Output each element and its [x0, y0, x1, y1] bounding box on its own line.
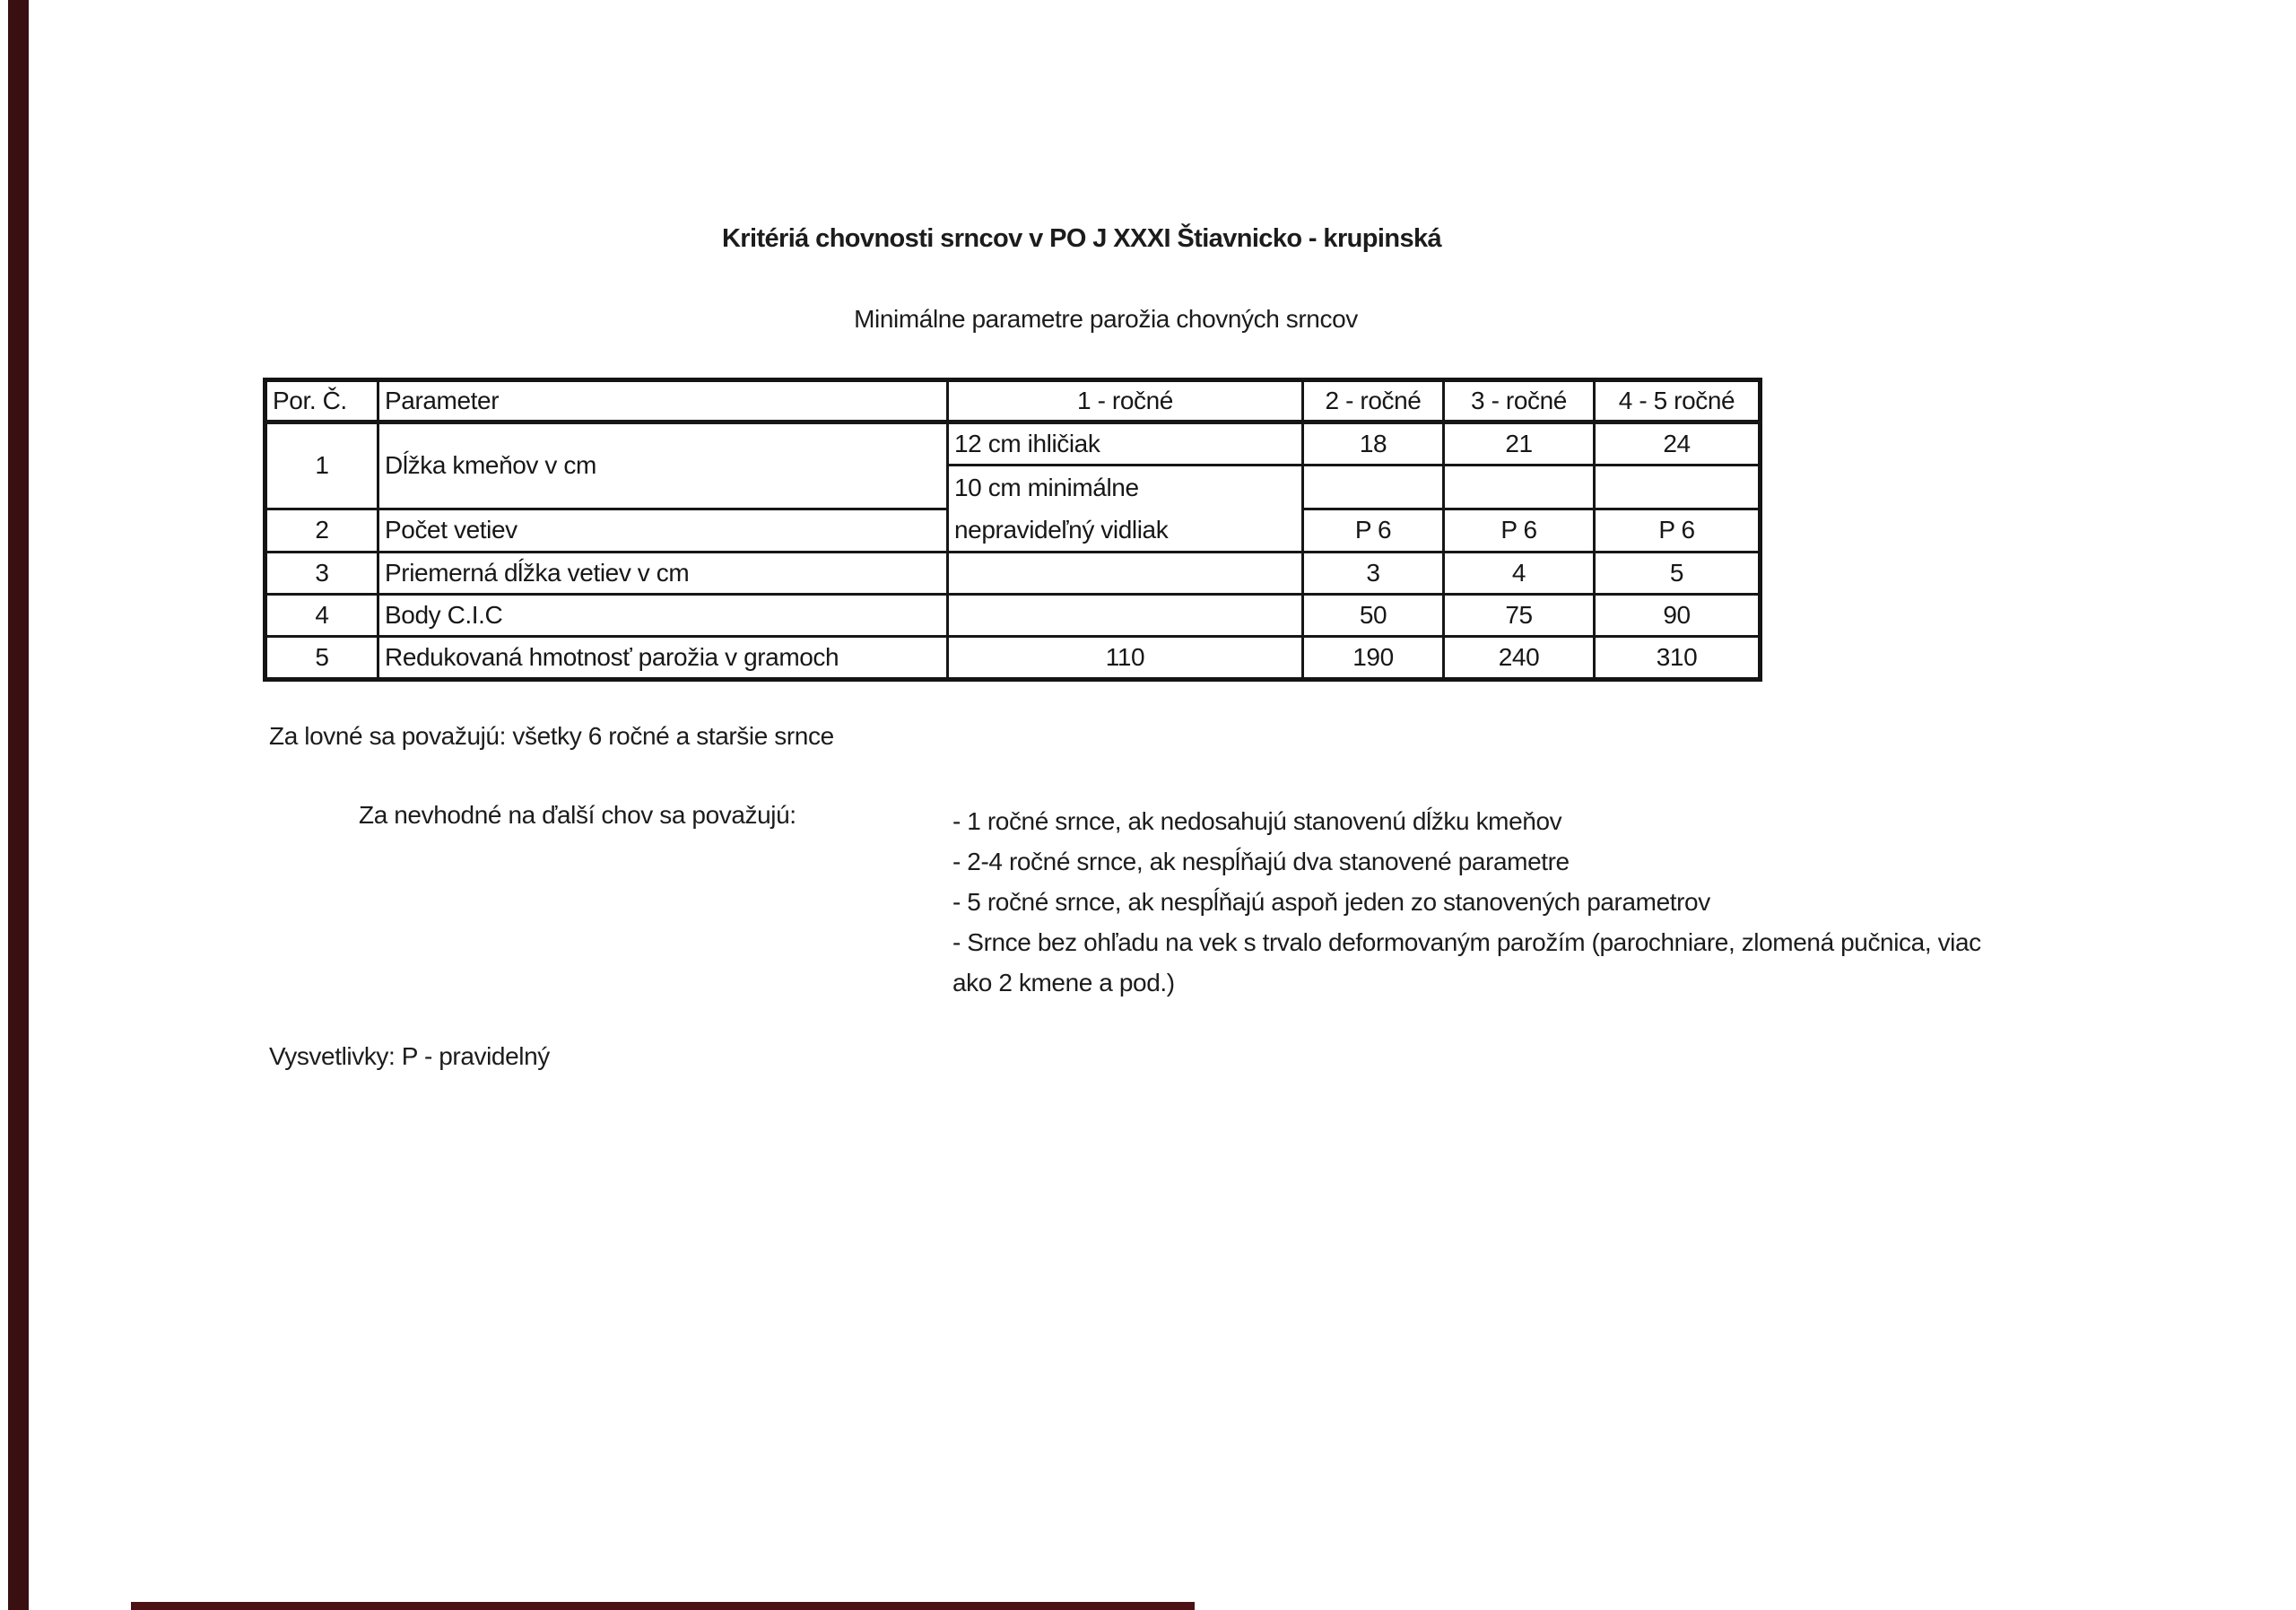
- cell-r1b-age4-empty: [1595, 466, 1761, 509]
- cell-r4-num: 4: [265, 595, 378, 637]
- cell-r1-param: Dĺžka kmeňov v cm: [378, 422, 948, 509]
- cell-r4-age1-empty: [948, 595, 1303, 637]
- cell-r3-age4: 5: [1595, 553, 1761, 595]
- unsuitable-item-4-continuation: ako 2 kmene a pod.): [952, 969, 1175, 996]
- cell-r3-num: 3: [265, 553, 378, 595]
- cell-r3-age3: 4: [1444, 553, 1595, 595]
- cell-r1b-age3-empty: [1444, 466, 1595, 509]
- cell-r5-age4: 310: [1595, 637, 1761, 680]
- cell-r5-age1: 110: [948, 637, 1303, 680]
- table-row-3: [265, 553, 1761, 595]
- table-row-4: [265, 595, 1761, 637]
- cell-merged-age1-line1: 10 cm minimálne: [954, 474, 1139, 501]
- cell-r2-age3: P 6: [1444, 509, 1595, 553]
- unsuitable-criteria-list: [952, 801, 1981, 1003]
- cell-r1-age1: 12 cm ihličiak: [948, 422, 1303, 466]
- cell-r3-age1-empty: [948, 553, 1303, 595]
- unsuitable-item-1: - 1 ročné srnce, ak nedosahujú stanovenú dĺžku kmeňov: [952, 807, 1562, 835]
- header-age-2: 2 - ročné: [1303, 380, 1444, 422]
- table-row-5: [265, 637, 1761, 680]
- document-subtitle: Minimálne parametre parožia chovných srncov: [854, 305, 1358, 333]
- cell-r3-param: Priemerná dĺžka vetiev v cm: [378, 553, 948, 595]
- note-unsuitable-label: Za nevhodné na ďalší chov sa považujú:: [359, 801, 796, 829]
- cell-r1b-age2-empty: [1303, 466, 1444, 509]
- cell-r1-num: 1: [265, 422, 378, 509]
- cell-r2-age4: P 6: [1595, 509, 1761, 553]
- unsuitable-item-2: - 2-4 ročné srnce, ak nespĺňajú dva stanovené parametre: [952, 848, 1570, 875]
- table-header-row: [265, 380, 1761, 422]
- scan-artifact-bottom-edge: [131, 1602, 1195, 1610]
- cell-r4-age3: 75: [1444, 595, 1595, 637]
- cell-r5-param: Redukovaná hmotnosť parožia v gramoch: [378, 637, 948, 680]
- header-age-4-5: 4 - 5 ročné: [1595, 380, 1761, 422]
- cell-r4-age2: 50: [1303, 595, 1444, 637]
- cell-r2-age2: P 6: [1303, 509, 1444, 553]
- note-harvest-rule: Za lovné sa považujú: všetky 6 ročné a staršie srnce: [269, 722, 834, 750]
- cell-r5-age2: 190: [1303, 637, 1444, 680]
- cell-merged-age1: [948, 466, 1303, 553]
- cell-r5-age3: 240: [1444, 637, 1595, 680]
- header-parameter: Parameter: [378, 380, 948, 422]
- header-age-3: 3 - ročné: [1444, 380, 1595, 422]
- cell-r1-age4: 24: [1595, 422, 1761, 466]
- legend-text: Vysvetlivky: P - pravidelný: [269, 1042, 550, 1070]
- cell-r4-age4: 90: [1595, 595, 1761, 637]
- header-por-c: Por. Č.: [265, 380, 378, 422]
- unsuitable-item-3: - 5 ročné srnce, ak nespĺňajú aspoň jeden zo stanovených parametrov: [952, 888, 1710, 916]
- parameters-table: [263, 378, 1762, 682]
- header-age-1: 1 - ročné: [948, 380, 1303, 422]
- cell-r1-age3: 21: [1444, 422, 1595, 466]
- cell-r2-num: 2: [265, 509, 378, 553]
- scan-artifact-left-edge: [8, 0, 29, 1610]
- table-row-1a: [265, 422, 1761, 466]
- cell-merged-age1-line2: nepravideľný vidliak: [954, 516, 1169, 544]
- document-title: Kritériá chovnosti srncov v PO J XXXI Štiavnicko - krupinská: [721, 224, 1442, 253]
- cell-r5-num: 5: [265, 637, 378, 680]
- cell-r1-age2: 18: [1303, 422, 1444, 466]
- unsuitable-item-4: - Srnce bez ohľadu na vek s trvalo deformovaným parožím (parochniare, zlomená pučnica, viac: [952, 928, 1981, 956]
- cell-r3-age2: 3: [1303, 553, 1444, 595]
- cell-r4-param: Body C.I.C: [378, 595, 948, 637]
- cell-r2-param: Počet vetiev: [378, 509, 948, 553]
